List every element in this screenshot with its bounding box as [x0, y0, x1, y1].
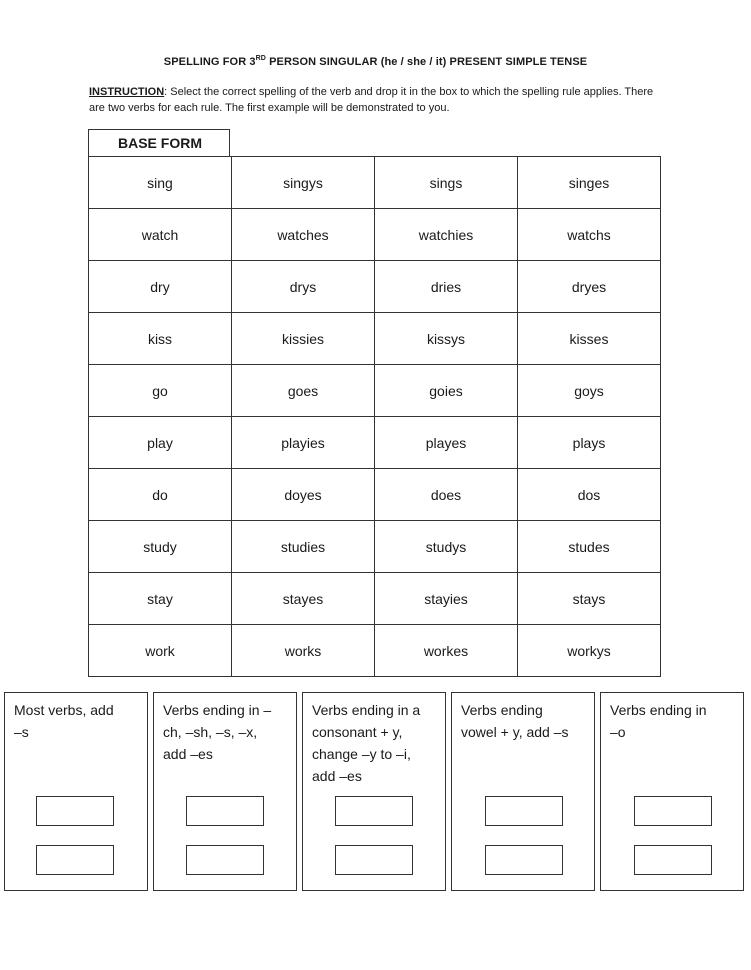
rule-box-ending-o	[600, 692, 744, 891]
verb-option-cell[interactable]: plays	[518, 417, 661, 469]
verb-option-cell[interactable]: singes	[518, 157, 661, 209]
base-form-cell: do	[89, 469, 232, 521]
instruction	[89, 84, 664, 116]
rule-line: add –es	[163, 746, 213, 762]
rule-box-consonant-y	[302, 692, 446, 891]
verb-option-cell[interactable]: does	[375, 469, 518, 521]
base-form-cell: study	[89, 521, 232, 573]
table-row	[89, 209, 661, 261]
verb-option-cell[interactable]: goies	[375, 365, 518, 417]
verb-option-cell[interactable]: studies	[232, 521, 375, 573]
rule-line: Verbs ending in –	[163, 702, 272, 718]
rule-line: Verbs ending	[461, 702, 543, 718]
verb-option-cell[interactable]: workes	[375, 625, 518, 677]
verb-option-cell[interactable]: drys	[232, 261, 375, 313]
verb-option-cell[interactable]: studys	[375, 521, 518, 573]
instruction-label: INSTRUCTION	[89, 86, 165, 98]
verb-option-cell[interactable]: stays	[518, 573, 661, 625]
rule-box-add-es	[153, 692, 297, 891]
rule-line: Most verbs, add	[14, 702, 114, 718]
instruction-text: : Select the correct spelling of the verb and drop it in the box to which the spelling rule applies. There are two verbs for each rule. The first example will be demonstrated to you.	[89, 86, 654, 114]
verb-option-cell[interactable]: studes	[518, 521, 661, 573]
drop-box[interactable]	[485, 845, 563, 875]
verb-option-cell[interactable]: playes	[375, 417, 518, 469]
verb-option-cell[interactable]: kissies	[232, 313, 375, 365]
rule-line: change –y to –i,	[312, 746, 411, 762]
table-row	[89, 417, 661, 469]
rule-line: –s	[14, 724, 29, 740]
base-form-cell: stay	[89, 573, 232, 625]
base-form-cell: kiss	[89, 313, 232, 365]
rule-line: ch, –sh, –s, –x,	[163, 724, 258, 740]
drop-box[interactable]	[634, 796, 712, 826]
verb-option-cell[interactable]: doyes	[232, 469, 375, 521]
verb-option-cell[interactable]: goys	[518, 365, 661, 417]
table-row	[89, 157, 661, 209]
rule-line: add –es	[312, 768, 362, 784]
verb-option-cell[interactable]: goes	[232, 365, 375, 417]
rule-line: Verbs ending in a	[312, 702, 421, 718]
verb-option-cell[interactable]: works	[232, 625, 375, 677]
base-form-cell: go	[89, 365, 232, 417]
drop-box[interactable]	[335, 796, 413, 826]
verb-option-cell[interactable]: playies	[232, 417, 375, 469]
verb-option-cell[interactable]: dryes	[518, 261, 661, 313]
verb-option-cell[interactable]: kissys	[375, 313, 518, 365]
verb-option-cell[interactable]: stayes	[232, 573, 375, 625]
verb-option-cell[interactable]: watches	[232, 209, 375, 261]
table-row	[89, 261, 661, 313]
verb-option-cell[interactable]: watchs	[518, 209, 661, 261]
base-form-cell: play	[89, 417, 232, 469]
base-form-cell: work	[89, 625, 232, 677]
verb-option-cell[interactable]: singys	[232, 157, 375, 209]
table-row	[89, 469, 661, 521]
title-suffix: PERSON SINGULAR (he / she / it) PRESENT SIMPLE TENSE	[265, 56, 588, 68]
drop-box[interactable]	[186, 796, 264, 826]
verb-option-cell[interactable]: sings	[375, 157, 518, 209]
rule-line: –o	[610, 724, 626, 740]
page-title	[0, 55, 751, 68]
base-form-cell: dry	[89, 261, 232, 313]
verb-option-cell[interactable]: watchies	[375, 209, 518, 261]
table-row	[89, 573, 661, 625]
base-form-header: BASE FORM	[88, 129, 230, 156]
base-form-cell: watch	[89, 209, 232, 261]
verb-option-cell[interactable]: workys	[518, 625, 661, 677]
drop-box[interactable]	[36, 796, 114, 826]
base-form-cell: sing	[89, 157, 232, 209]
table-row	[89, 313, 661, 365]
table-row	[89, 521, 661, 573]
rule-box-add-s	[4, 692, 148, 891]
verb-option-cell[interactable]: kisses	[518, 313, 661, 365]
verb-table	[88, 156, 661, 677]
title-superscript: RD	[255, 55, 266, 62]
verb-option-cell[interactable]: stayies	[375, 573, 518, 625]
drop-box[interactable]	[485, 796, 563, 826]
table-row	[89, 365, 661, 417]
verb-option-cell[interactable]: dos	[518, 469, 661, 521]
spelling-rules	[4, 692, 745, 891]
table-row	[89, 625, 661, 677]
rule-line: Verbs ending in	[610, 702, 707, 718]
title-prefix: SPELLING FOR 3	[163, 56, 256, 68]
rule-line: consonant + y,	[312, 724, 403, 740]
drop-box[interactable]	[335, 845, 413, 875]
rule-box-vowel-y	[451, 692, 595, 891]
drop-box[interactable]	[186, 845, 264, 875]
drop-box[interactable]	[36, 845, 114, 875]
verb-option-cell[interactable]: dries	[375, 261, 518, 313]
drop-box[interactable]	[634, 845, 712, 875]
rule-line: vowel + y, add –s	[461, 724, 569, 740]
